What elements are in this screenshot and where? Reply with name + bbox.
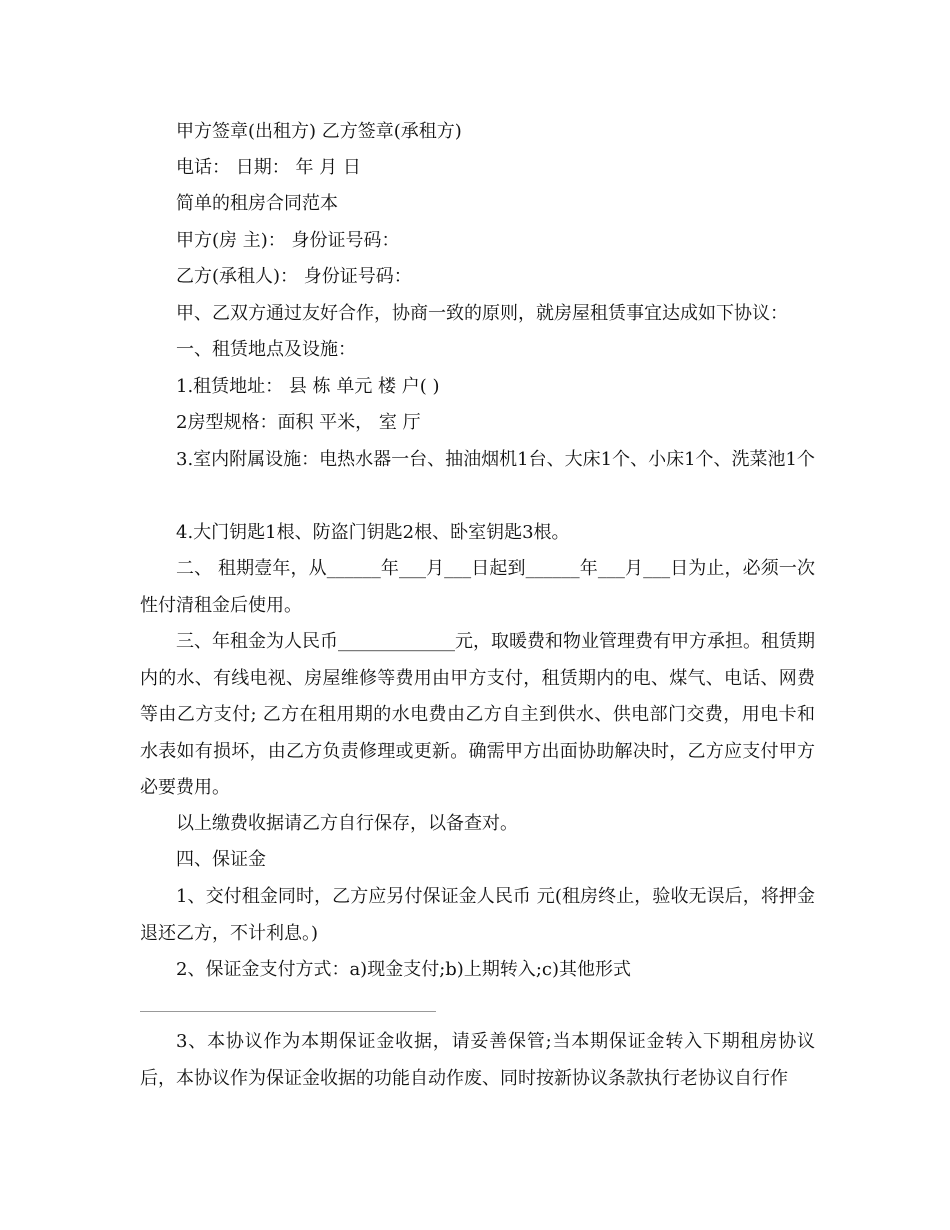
party-b-line: 乙方(承租人)： 身份证号码： bbox=[176, 266, 412, 287]
phone-date-line: 电话： 日期： 年 月 日 bbox=[176, 157, 361, 178]
room-spec-item: 2房型规格：面积 平米， 室 厅 bbox=[176, 412, 421, 433]
deposit-item-1: 1、交付租金同时，乙方应另付保证金人民币 元(租房终止，验收无误后，将押金退还乙方，不计利息。) bbox=[140, 886, 815, 944]
section-4-heading: 四、保证金 bbox=[176, 849, 266, 870]
section-3-rent: 三、年租金为人民币_____________元，取暖费和物业管理费有甲方承担。租赁期内的水、有线电视、房屋维修等费用由甲方支付，租赁期内的电、煤气、电话、网费等由乙方支付; 乙方在租用期的水电费由乙方自主到供水、供电部门交费，用电卡和水表如有损坏，由乙方负责修理或更新。确需甲方出面协助解决时，乙方应支付甲方必要费用。 bbox=[140, 631, 815, 798]
rental-address-item: 1.租赁地址： 县 栋 单元 楼 户( ) bbox=[176, 376, 440, 397]
section-1-heading: 一、租赁地点及设施： bbox=[176, 339, 356, 360]
deposit-item-3: 3、本协议作为本期保证金收据，请妥善保管;当本期保证金转入下期租房协议后，本协议作为保证金收据的功能自动作废、同时按新协议条款执行老协议自行作 bbox=[140, 1031, 815, 1089]
signature-line: 甲方签章(出租方) 乙方签章(承租方) bbox=[176, 121, 462, 142]
receipt-note: 以上缴费收据请乙方自行保存，以备查对。 bbox=[176, 813, 518, 834]
section-divider bbox=[140, 1011, 436, 1012]
deposit-item-2: 2、保证金支付方式：a)现金支付;b)上期转入;c)其他形式 bbox=[176, 959, 631, 980]
section-2-lease-term: 二、 租期壹年，从______年___月___日起到______年___月___日为止，必须一次性付清租金后使用。 bbox=[140, 558, 815, 616]
facilities-item: 3.室内附属设施：电热水器一台、抽油烟机1台、大床1个、小床1个、洗菜池1个 bbox=[176, 449, 815, 470]
contract-title: 简单的租房合同范本 bbox=[176, 193, 338, 214]
keys-item: 4.大门钥匙1根、防盗门钥匙2根、卧室钥匙3根。 bbox=[176, 522, 570, 543]
party-a-line: 甲方(房 主)： 身份证号码： bbox=[176, 230, 400, 251]
agreement-intro: 甲、乙双方通过友好合作，协商一致的原则，就房屋租赁事宜达成如下协议： bbox=[176, 303, 788, 324]
